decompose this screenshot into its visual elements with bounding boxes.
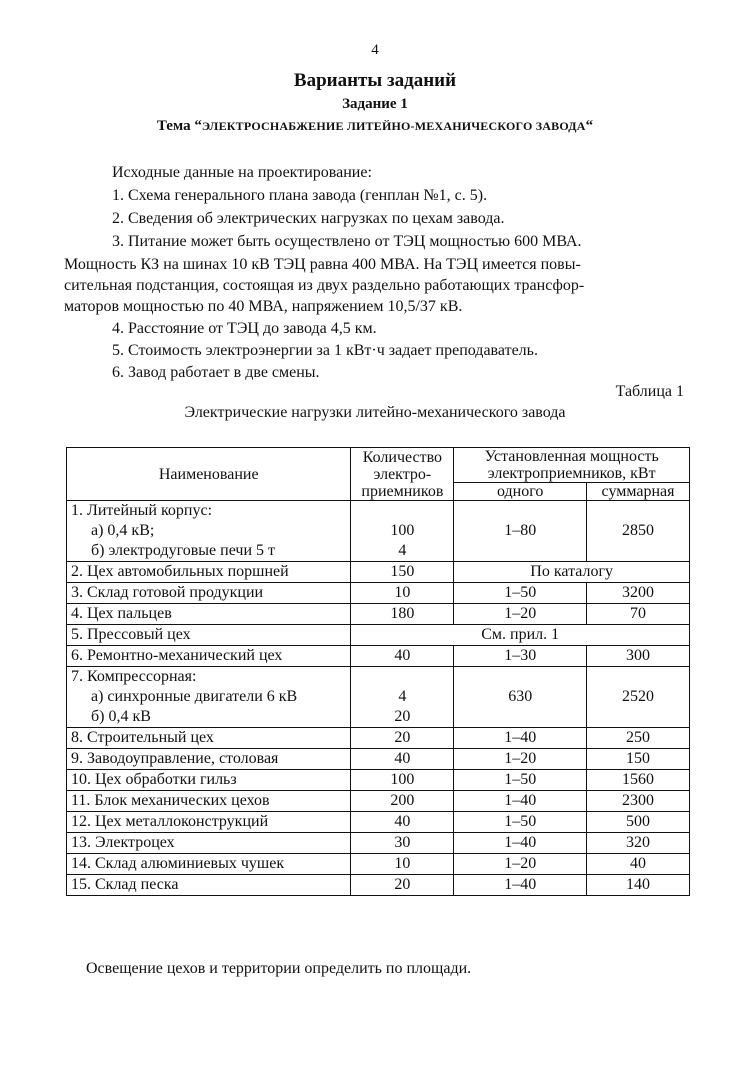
intro-line: Исходные данные на проектирование: xyxy=(112,164,372,181)
row-count xyxy=(351,667,454,728)
table-row xyxy=(67,667,690,728)
header-total: суммарная xyxy=(587,483,690,501)
item-2-line: 2. Сведения об электрических нагрузках по цехам завода. xyxy=(112,210,505,227)
row-total: 150 xyxy=(587,749,690,770)
row-one: 1–20 xyxy=(454,604,587,625)
row-count: 40 xyxy=(351,749,454,770)
table-row xyxy=(67,812,690,833)
header-name: Наименование xyxy=(67,448,351,501)
assignment-subtitle: Задание 1 xyxy=(342,96,408,112)
row-name: 8. Строительный цех xyxy=(67,728,351,749)
row-count: 20 xyxy=(351,728,454,749)
row-total: 2520 xyxy=(587,667,690,728)
row-count: 20 xyxy=(351,875,454,896)
row-total: 3200 xyxy=(587,583,690,604)
table-row xyxy=(67,854,690,875)
row-name xyxy=(67,667,351,728)
table-row xyxy=(67,583,690,604)
header-power: Установленная мощность электроприемников, кВт xyxy=(454,448,690,483)
row-name xyxy=(67,501,351,562)
row-one: 1–40 xyxy=(454,728,587,749)
row-one: 1–40 xyxy=(454,833,587,854)
table-header-row xyxy=(67,448,690,483)
row-count: 150 xyxy=(351,562,454,583)
table-row xyxy=(67,728,690,749)
page-title: Варианты заданий xyxy=(293,70,457,91)
row-name: 14. Склад алюминиевых чушек xyxy=(67,854,351,875)
row-name: 15. Склад песка xyxy=(67,875,351,896)
row-count: 10 xyxy=(351,583,454,604)
item-6-line: 6. Завод работает в две смены. xyxy=(112,364,320,381)
row-name: 13. Электроцех xyxy=(67,833,351,854)
row-count: 10 xyxy=(351,854,454,875)
item-3-cont-line: маторов мощностью по 40 МВА, напряжением 10,5/37 кВ. xyxy=(64,298,463,315)
row-name-text: 7. Компрессорная: xyxy=(71,668,197,685)
table-row xyxy=(67,833,690,854)
row-total: 320 xyxy=(587,833,690,854)
item-3-line: 3. Питание может быть осуществлено от ТЭЦ мощностью 600 МВА. xyxy=(112,233,582,250)
row-name: 10. Цех обработки гильз xyxy=(67,770,351,791)
item-3-cont-line: Мощность КЗ на шинах 10 кВ ТЭЦ равна 400 МВА. На ТЭЦ имеется повы- xyxy=(64,256,581,273)
row-name-text: 1. Литейный корпус: xyxy=(71,502,213,519)
row-total: 140 xyxy=(587,875,690,896)
row-count xyxy=(351,501,454,562)
row-merged: По каталогу xyxy=(454,562,690,583)
item-5-line: 5. Стоимость электроэнергии за 1 кВт·ч задает преподаватель. xyxy=(112,342,538,359)
row-total: 2850 xyxy=(587,501,690,562)
row-count: 100 xyxy=(351,770,454,791)
row-one: 1–20 xyxy=(454,854,587,875)
table-row xyxy=(67,501,690,562)
loads-table xyxy=(66,447,690,896)
row-name: 3. Склад готовой продукции xyxy=(67,583,351,604)
row-count: 40 xyxy=(351,646,454,667)
topic-prefix: Тема “ xyxy=(156,118,202,134)
row-one: 1–50 xyxy=(454,812,587,833)
row-name: 4. Цех пальцев xyxy=(67,604,351,625)
row-total: 1560 xyxy=(587,770,690,791)
table-row xyxy=(67,646,690,667)
row-subitem: б) 0,4 кВ xyxy=(91,708,151,725)
table-label: Таблица 1 xyxy=(615,383,684,400)
row-name: 5. Прессовый цех xyxy=(67,625,351,646)
table-row xyxy=(67,791,690,812)
table-row xyxy=(67,749,690,770)
row-one: 1–50 xyxy=(454,770,587,791)
row-total: 70 xyxy=(587,604,690,625)
row-merged: См. прил. 1 xyxy=(351,625,690,646)
row-one: 1–20 xyxy=(454,749,587,770)
row-total: 40 xyxy=(587,854,690,875)
row-total: 300 xyxy=(587,646,690,667)
footer-note: Освещение цехов и территории определить по площади. xyxy=(86,960,472,977)
table-row xyxy=(67,875,690,896)
table-row xyxy=(67,625,690,646)
header-count: Количество электро-приемников xyxy=(351,448,454,501)
table-row xyxy=(67,562,690,583)
row-subitem: а) синхронные двигатели 6 кВ xyxy=(91,688,298,705)
row-name: 2. Цех автомобильных поршней xyxy=(67,562,351,583)
row-name: 9. Заводоуправление, столовая xyxy=(67,749,351,770)
header-one: одного xyxy=(454,483,587,501)
row-count: 30 xyxy=(351,833,454,854)
row-count-value: 100 xyxy=(390,522,415,539)
row-one: 630 xyxy=(454,667,587,728)
item-4-line: 4. Расстояние от ТЭЦ до завода 4,5 км. xyxy=(112,320,377,337)
table-row xyxy=(67,604,690,625)
item-3-cont-line: сительная подстанция, состоящая из двух раздельно работающих трансфор- xyxy=(64,277,585,294)
topic-caps: ЭЛЕКТРОСНАБЖЕНИЕ ЛИТЕЙНО-МЕХАНИЧЕСКОГО ЗАВОДА xyxy=(201,119,586,133)
row-total: 2300 xyxy=(587,791,690,812)
topic-suffix: “ xyxy=(585,118,594,134)
row-subitem: б) электродуговые печи 5 т xyxy=(91,542,275,559)
row-one: 1–40 xyxy=(454,875,587,896)
row-count-value: 4 xyxy=(398,688,407,705)
row-total: 500 xyxy=(587,812,690,833)
row-count: 200 xyxy=(351,791,454,812)
row-one: 1–40 xyxy=(454,791,587,812)
row-name: 12. Цех металлоконструкций xyxy=(67,812,351,833)
row-subitem: а) 0,4 кВ; xyxy=(91,522,155,539)
row-name: 11. Блок механических цехов xyxy=(67,791,351,812)
row-count: 40 xyxy=(351,812,454,833)
table-row xyxy=(67,770,690,791)
item-1-line: 1. Схема генерального плана завода (генплан №1, с. 5). xyxy=(112,187,488,204)
row-one: 1–30 xyxy=(454,646,587,667)
row-total: 250 xyxy=(587,728,690,749)
row-count: 180 xyxy=(351,604,454,625)
assignment-topic xyxy=(0,118,750,135)
row-one: 1–80 xyxy=(454,501,587,562)
row-count-value: 20 xyxy=(394,708,411,725)
row-count-value: 4 xyxy=(398,542,407,559)
table-caption: Электрические нагрузки литейно-механического завода xyxy=(184,404,566,421)
row-one: 1–50 xyxy=(454,583,587,604)
page-number: 4 xyxy=(371,42,379,58)
row-name: 6. Ремонтно-механический цех xyxy=(67,646,351,667)
